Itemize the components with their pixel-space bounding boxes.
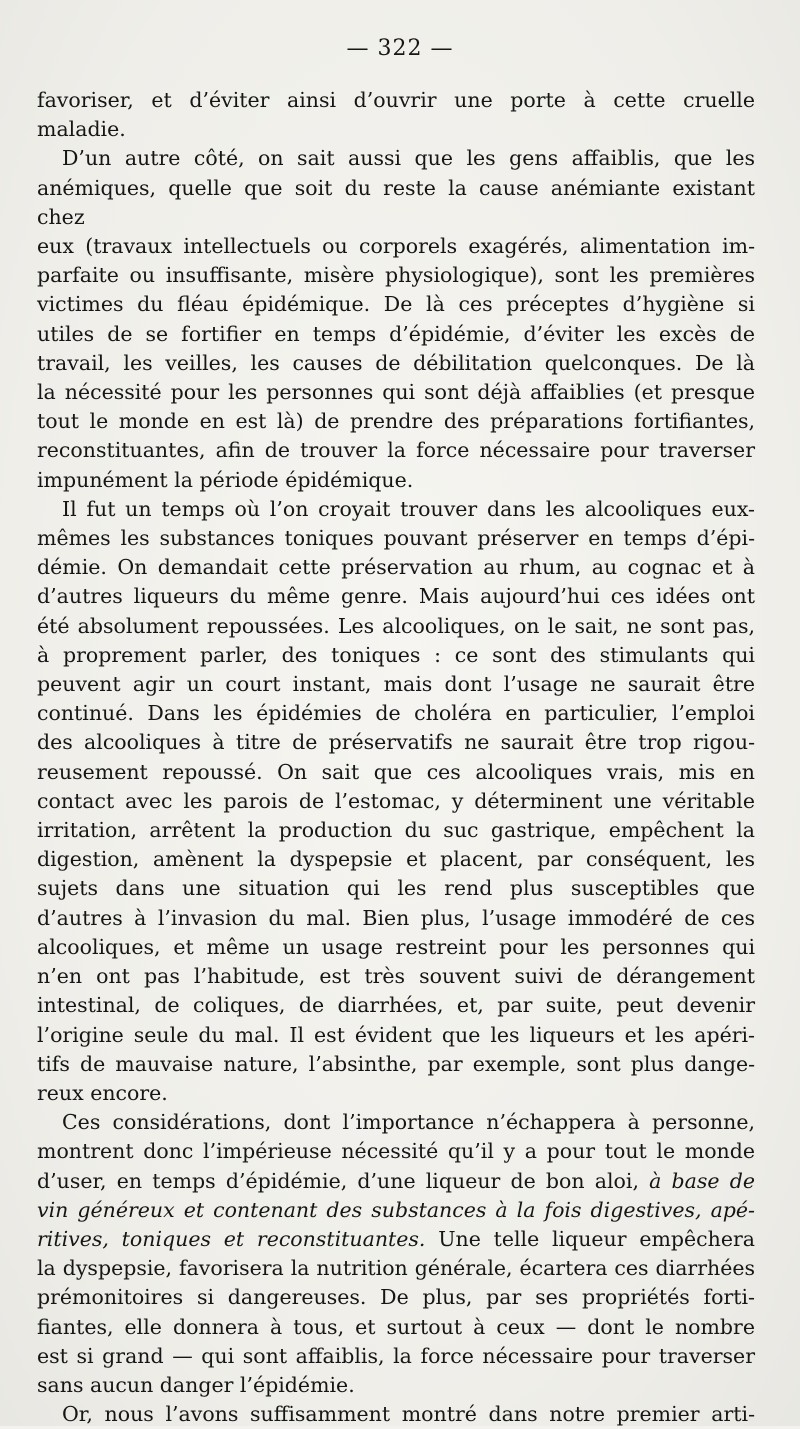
- text-line: sans aucun danger l’épidémie.: [37, 1372, 355, 1397]
- text-line: l’origine seule du mal. Il est évident que les liqueurs et les apéri-: [37, 1022, 755, 1047]
- text-line: irritation, arrêtent la production du suc gastrique, empêchent la: [37, 818, 755, 843]
- text-line: victimes du fléau épidémique. De là ces préceptes d’hygiène si: [37, 292, 755, 317]
- text-line: reusement repoussé. On sait que ces alcooliques vrais, mis en: [37, 759, 755, 784]
- text-line: peuvent agir un court instant, mais dont l’usage ne saurait être: [37, 672, 755, 697]
- text-line: Il fut un temps où l’on croyait trouver dans les alcooliques eux-: [62, 496, 755, 521]
- text-line: mêmes les substances toniques pouvant préserver en temps d’épi-: [37, 526, 755, 551]
- text-line: d’autres à l’invasion du mal. Bien plus, l’usage immodéré de ces: [37, 905, 755, 930]
- text-line: n’en ont pas l’habitude, est très souvent suivi de dérangement: [37, 964, 755, 989]
- text-line: D’un autre côté, on sait aussi que les gens affaiblis, que les: [62, 146, 755, 171]
- text-line: favoriser, et d’éviter ainsi d’ouvrir une porte à cette cruelle: [37, 88, 755, 112]
- text-line: reconstituantes, afin de trouver la force nécessaire pour traverser: [37, 438, 755, 463]
- text-line: alcooliques, et même un usage restreint pour les personnes qui: [37, 934, 755, 959]
- text-line: impunément la période épidémique.: [37, 467, 414, 492]
- text-line: maladie.: [37, 117, 126, 142]
- text-line-mixed: d’user, en temps d’épidémie, d’une liqueur de bon aloi, à base de: [37, 1168, 755, 1193]
- text-line-italic: [37, 1196, 755, 1225]
- text-line: travail, les veilles, les causes de débilitation quelconques. De là: [37, 350, 755, 375]
- page-number: — 322 —: [346, 36, 454, 61]
- text-line: démie. On demandait cette préservation au rhum, au cognac et à: [37, 555, 755, 580]
- italic-phrase: à base de: [649, 1168, 755, 1193]
- text-line: des alcooliques à titre de préservatifs ne saurait être trop rigou-: [37, 730, 755, 755]
- text-line: utiles de se fortifier en temps d’épidémie, d’éviter les excès de: [37, 321, 755, 346]
- body-text: [37, 86, 755, 1429]
- text-line: eux (travaux intellectuels ou corporels exagérés, alimentation im-: [37, 234, 755, 259]
- text-line: parfaite ou insuffisante, misère physiologique), sont les premières: [37, 263, 755, 288]
- text-line: continué. Dans les épidémies de choléra en particulier, l’emploi: [37, 701, 755, 726]
- italic-phrase: ritives, toniques et reconstituantes.: [37, 1226, 426, 1251]
- text-line: d’autres liqueurs du même genre. Mais aujourd’hui ces idées ont: [37, 584, 755, 609]
- text-line: à proprement parler, des toniques : ce sont des stimulants qui: [37, 642, 755, 667]
- text-line: la dyspepsie, favorisera la nutrition générale, écartera ces diarrhées: [37, 1256, 755, 1281]
- text-line: montrent donc l’impérieuse nécessité qu’il y a pour tout le monde: [37, 1139, 755, 1164]
- text-line: Ces considérations, dont l’importance n’échappera à personne,: [62, 1110, 755, 1135]
- text-line-mixed: ritives, toniques et reconstituantes. Une telle liqueur empêchera: [37, 1226, 755, 1251]
- text-line: reux encore.: [37, 1080, 168, 1105]
- text-line: prémonitoires si dangereuses. De plus, par ses propriétés forti-: [37, 1285, 755, 1310]
- text-line: fiantes, elle donnera à tous, et surtout à ceux — dont le nombre: [37, 1314, 755, 1339]
- text-line: Or, nous l’avons suffisamment montré dans notre premier arti-: [62, 1402, 755, 1427]
- text-line: anémiques, quelle que soit du reste la cause anémiante existant chez: [37, 175, 755, 229]
- text-line: intestinal, de coliques, de diarrhées, et, par suite, peut devenir: [37, 993, 755, 1018]
- text-line: est si grand — qui sont affaiblis, la force nécessaire pour traverser: [37, 1343, 755, 1368]
- text-line: tifs de mauvaise nature, l’absinthe, par exemple, sont plus dange-: [37, 1051, 755, 1076]
- text-line: été absolument repoussées. Les alcooliques, on le sait, ne sont pas,: [37, 613, 755, 638]
- text-line: digestion, amènent la dyspepsie et placent, par conséquent, les: [37, 847, 755, 872]
- italic-phrase: vin généreux et contenant des substances à la fois digestives, apé-: [37, 1197, 755, 1222]
- text-line: la nécessité pour les personnes qui sont déjà affaiblies (et presque: [37, 380, 755, 405]
- text-line: contact avec les parois de l’estomac, y déterminent une véritable: [37, 788, 755, 813]
- text-line: tout le monde en est là) de prendre des préparations fortifiantes,: [37, 409, 755, 434]
- text-line: sujets dans une situation qui les rend plus susceptibles que: [37, 876, 755, 901]
